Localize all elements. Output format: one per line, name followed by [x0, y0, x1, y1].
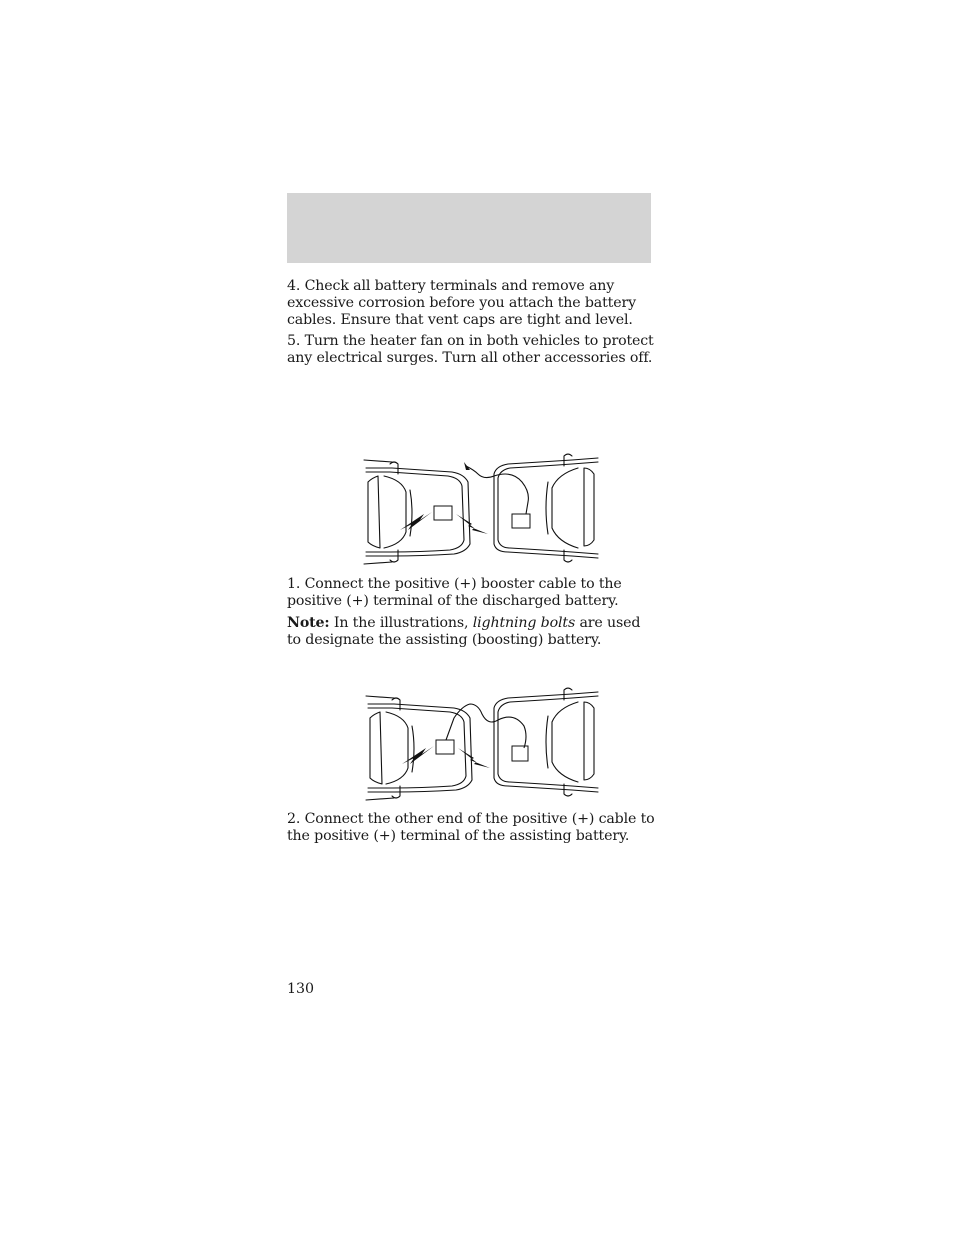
assisting-vehicle-icon: [364, 460, 488, 564]
note-text-after: are used to designate the assisting (boosting) battery.: [287, 615, 641, 648]
lightning-bolt-icon: [402, 746, 434, 764]
discharged-battery-icon: [512, 514, 530, 528]
assisting-battery-icon: [434, 506, 452, 520]
step-5-text: 5. Turn the heater fan on in both vehicles to protect any electrical surges. Turn all other accessories off.: [287, 333, 654, 366]
page-number: 130: [287, 981, 315, 997]
discharged-vehicle-icon: [446, 688, 598, 796]
lightning-bolt-icon: [400, 512, 432, 530]
jump-start-step1-illustration: [362, 452, 602, 570]
note-paragraph: [287, 615, 655, 649]
assisting-battery-icon: [436, 740, 454, 754]
section-header-band: [287, 193, 651, 263]
connect-step-2-text: 2. Connect the other end of the positive (+) cable to the positive (+) terminal of the assisting battery.: [287, 811, 655, 844]
booster-cable-icon: [466, 466, 528, 514]
note-emphasis: lightning bolts: [472, 615, 576, 631]
lightning-bolt-icon: [458, 748, 490, 768]
note-text-before: In the illustrations,: [333, 615, 469, 631]
lightning-bolt-icon: [456, 514, 488, 534]
note-label: Note:: [287, 615, 330, 631]
step-4-text: 4. Check all battery terminals and remove any excessive corrosion before you attach the battery cables. Ensure that vent caps are tight and level.: [287, 278, 636, 328]
assisting-vehicle-icon: [366, 696, 490, 800]
connect-step-1-text: 1. Connect the positive (+) booster cable to the positive (+) terminal of the discharged battery.: [287, 576, 622, 609]
jump-start-step2-illustration: [362, 684, 602, 806]
booster-cable-icon: [446, 704, 526, 748]
discharged-battery-icon: [512, 746, 528, 761]
discharged-vehicle-icon: [464, 454, 598, 562]
